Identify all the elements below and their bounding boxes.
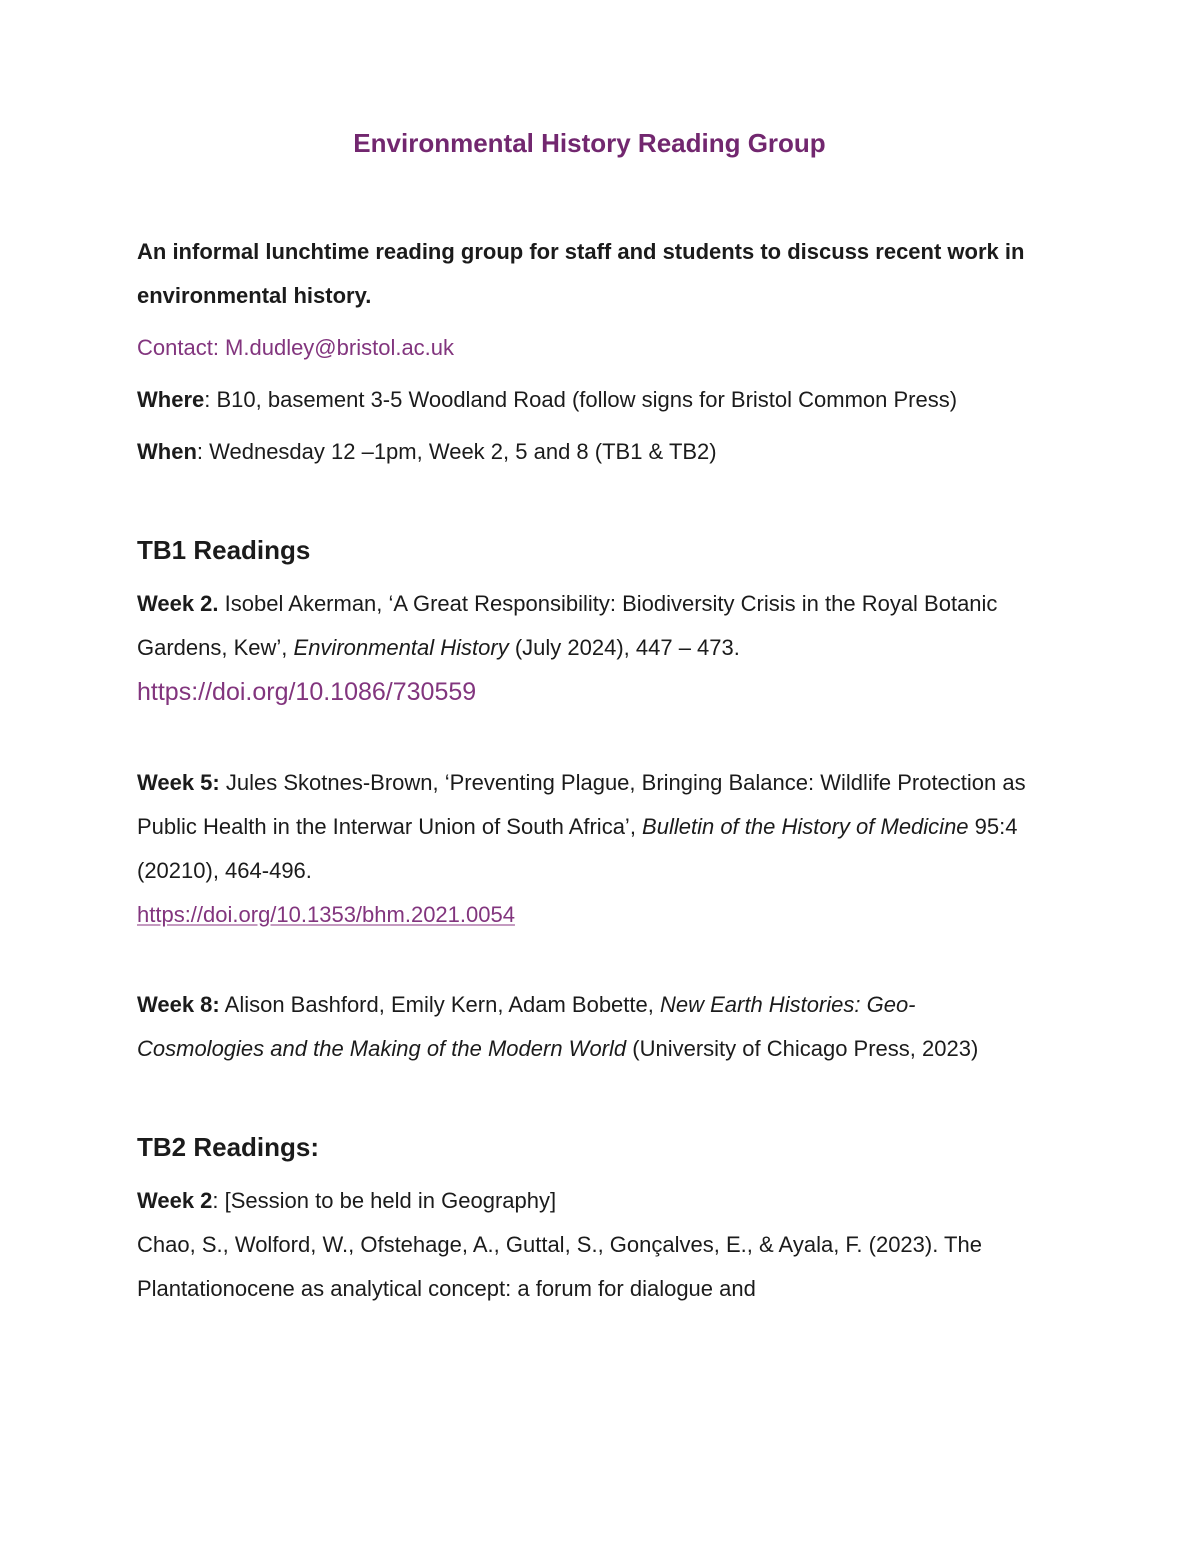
tb2-week2-citation: Chao, S., Wolford, W., Ofstehage, A., Guttal, S., Gonçalves, E., & Ayala, F. (2023). The Plantationocene as analytical concept: a forum for dialogue and: [137, 1232, 982, 1301]
where-line: [137, 378, 1042, 422]
tb1-week2-text: Isobel Akerman, ‘A Great Responsibility: Biodiversity Crisis in the Royal Botanic Gardens, Kew’,: [137, 591, 998, 660]
tb1-week5-label: Week 5:: [137, 770, 220, 795]
tb1-heading: TB1 Readings: [137, 535, 311, 565]
tb1-week8-label: Week 8:: [137, 992, 220, 1017]
tb1-week8-book: New Earth Histories: Geo-Cosmologies and the Making of the Modern World: [137, 992, 916, 1061]
when-label: When: [137, 439, 197, 464]
when-text: : Wednesday 12 –1pm, Week 2, 5 and 8 (TB1 & TB2): [196, 439, 717, 464]
tb1-week2-reading: [137, 582, 1042, 715]
tb2-heading: TB2 Readings:: [137, 1132, 320, 1162]
tb1-week8-publisher: (University of Chicago Press, 2023): [626, 1036, 979, 1061]
tb1-week2-journal: Environmental History: [293, 635, 509, 660]
where-text: : B10, basement 3-5 Woodland Road (follow signs for Bristol Common Press): [204, 387, 958, 412]
tb2-week2-label: Week 2: [137, 1188, 213, 1213]
tb1-week5-pages: 95:4 (20210), 464-496.: [137, 814, 1018, 883]
contact-line: Contact: M.dudley@bristol.ac.uk: [137, 335, 455, 360]
tb1-week2-label: Week 2.: [137, 591, 219, 616]
page-title: Environmental History Reading Group: [353, 128, 826, 158]
tb1-week8-reading: [137, 983, 1042, 1071]
tb2-week2-text: : [Session to be held in Geography]: [212, 1188, 557, 1213]
tb1-week5-reading: [137, 761, 1042, 937]
doi-link-week2[interactable]: https://doi.org/10.1086/730559: [137, 678, 477, 706]
tb1-week2-pages: (July 2024), 447 – 473.: [508, 635, 740, 660]
where-label: Where: [137, 387, 205, 412]
intro-paragraph: An informal lunchtime reading group for staff and students to discuss recent work in environmental history.: [137, 239, 1025, 308]
tb1-week5-text: Jules Skotnes-Brown, ‘Preventing Plague, Bringing Balance: Wildlife Protection as Public Health in the Interwar Union of South Africa’,: [137, 770, 1026, 839]
tb1-week5-journal: Bulletin of the History of Medicine: [642, 814, 969, 839]
doi-link-week5[interactable]: https://doi.org/10.1353/bhm.2021.0054: [137, 902, 515, 927]
tb2-week2-reading: [137, 1179, 1042, 1311]
tb1-week8-text: Alison Bashford, Emily Kern, Adam Bobette,: [219, 992, 660, 1017]
when-line: [137, 430, 1042, 474]
